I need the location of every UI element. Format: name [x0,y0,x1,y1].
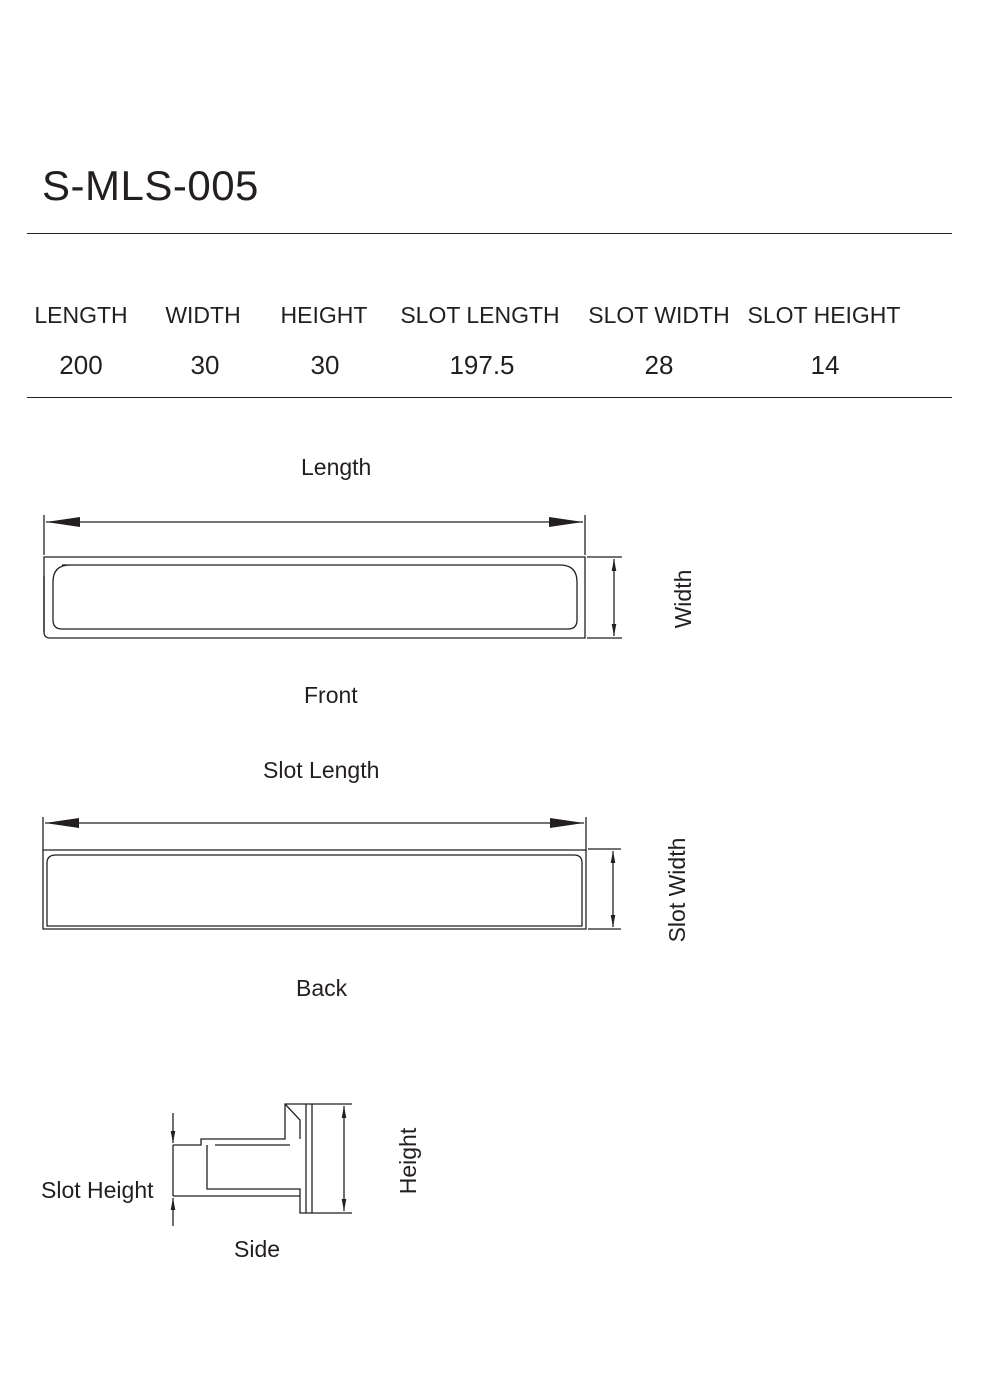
front-view [44,515,622,638]
side-chamfer [285,1104,300,1139]
spec-value-width: 30 [190,350,220,380]
spec-value-slot-height: 14 [810,350,840,380]
width-label: Width [670,569,696,629]
side-view-caption: Side [234,1236,281,1262]
back-view-caption: Back [296,975,348,1001]
front-inner-recess [53,565,577,629]
spec-value-slot-length: 197.5 [449,350,515,380]
spec-value-length: 200 [59,350,103,380]
back-outline [43,850,586,929]
slot-width-label: Slot Width [664,837,690,943]
side-view [173,1104,352,1226]
height-label: Height [395,1127,421,1195]
spec-header-slot-width: SLOT WIDTH [588,302,730,328]
spec-header-slot-length: SLOT LENGTH [400,302,560,328]
spec-header-width: WIDTH [165,302,241,328]
slot-length-label: Slot Length [263,757,380,783]
spec-header-slot-height: SLOT HEIGHT [747,302,901,328]
side-slot-profile [207,1145,352,1213]
front-view-caption: Front [304,682,358,708]
back-view [43,817,621,929]
length-label: Length [301,454,372,480]
spec-header-length: LENGTH [34,302,128,328]
side-top-profile [173,1104,352,1145]
back-slot-opening [47,855,582,926]
spec-value-slot-width: 28 [644,350,674,380]
front-outline [44,557,585,638]
spec-header-height: HEIGHT [280,302,368,328]
product-code-title: S-MLS-005 [42,162,259,209]
spec-value-height: 30 [310,350,340,380]
slot-height-label: Slot Height [41,1177,154,1203]
